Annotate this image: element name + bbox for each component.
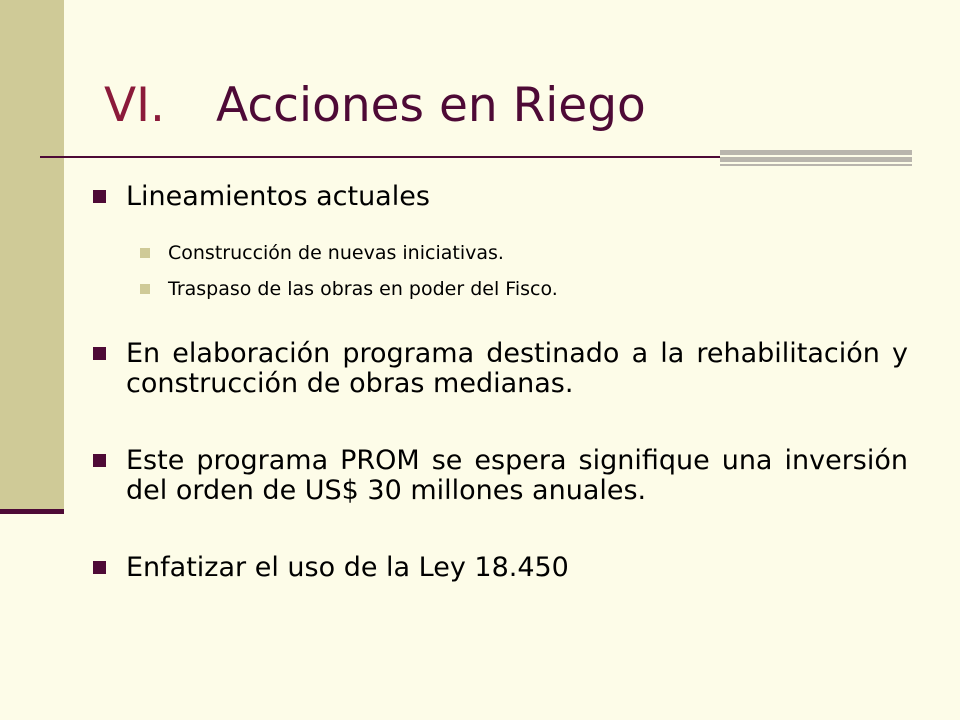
title-text: Acciones en Riego — [216, 78, 646, 133]
bullet-item — [88, 446, 908, 506]
slide-content — [88, 178, 908, 583]
square-bullet-icon — [93, 561, 106, 574]
bullet-text: Enfatizar el uso de la Ley 18.450 — [126, 552, 569, 583]
sub-bullet-text: Traspaso de las obras en poder del Fisco. — [168, 278, 558, 300]
bullet-text: Este programa PROM se espera signifique una inversión del orden de US$ 30 millones anuales. — [126, 445, 908, 506]
bullet-text: En elaboración programa destinado a la rehabilitación y construcción de obras medianas. — [126, 338, 908, 399]
bullet-item — [88, 182, 908, 212]
slide-title — [104, 78, 646, 142]
bullet-item — [88, 339, 908, 399]
square-bullet-icon — [140, 248, 150, 258]
title-accent-stripes — [720, 150, 912, 166]
square-bullet-icon — [140, 284, 150, 294]
title-number: VI. — [104, 78, 165, 133]
bullet-text: Lineamientos actuales — [126, 181, 430, 212]
square-bullet-icon — [93, 190, 106, 203]
left-decorative-band — [0, 0, 64, 510]
bullet-item — [88, 553, 908, 583]
left-decorative-rule — [0, 509, 64, 514]
square-bullet-icon — [93, 347, 106, 360]
sub-bullet-item — [88, 240, 908, 266]
sub-bullet-text: Construcción de nuevas iniciativas. — [168, 242, 504, 264]
square-bullet-icon — [93, 454, 106, 467]
sub-bullet-item — [88, 276, 908, 302]
